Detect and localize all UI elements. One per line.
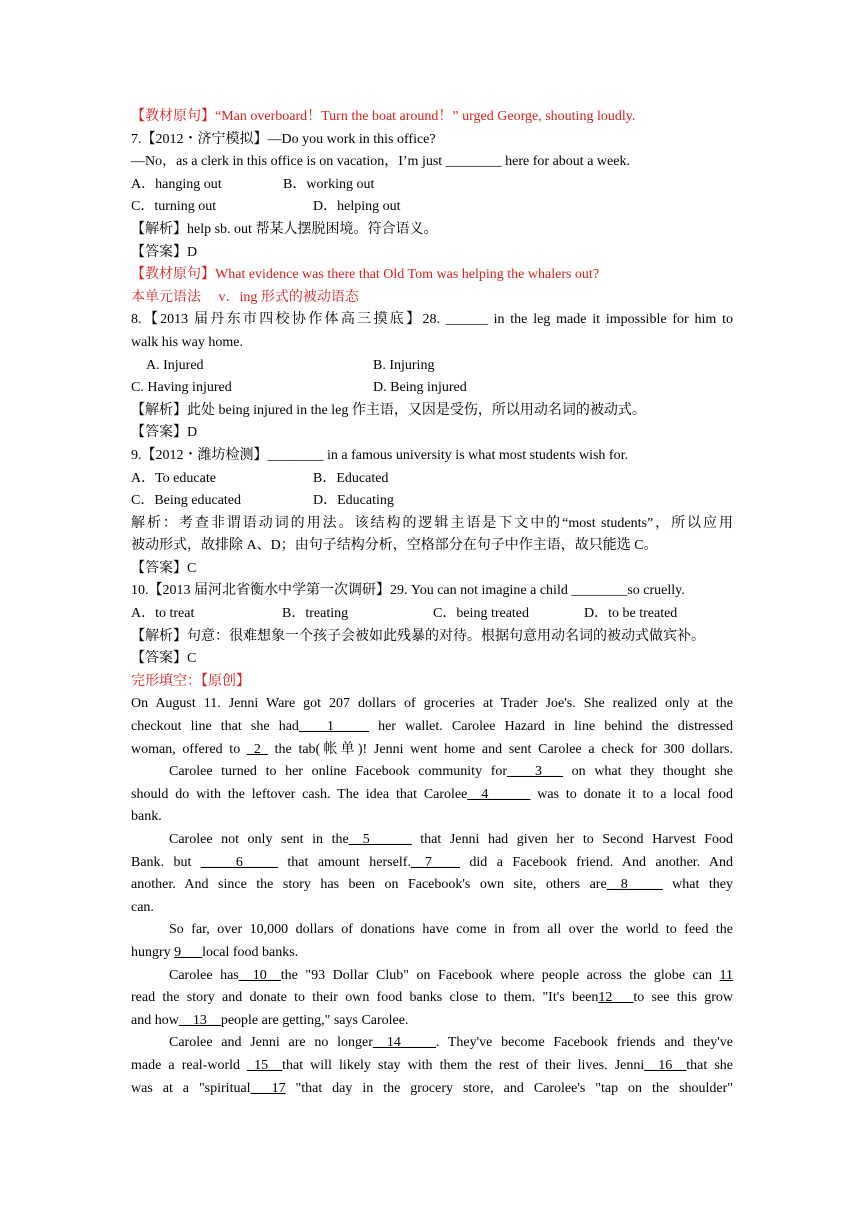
answer-option: C. Having injured bbox=[131, 380, 232, 396]
text-segment: should do with the leftover cash. The idea that Carolee bbox=[131, 786, 468, 802]
answer-option: B. Injuring bbox=[373, 357, 435, 373]
text-segment: 【答案】D bbox=[131, 425, 198, 441]
text-segment: Carolee has bbox=[169, 967, 239, 983]
text-line bbox=[131, 377, 733, 400]
text-line bbox=[131, 151, 733, 174]
blank-number: __10__ bbox=[238, 967, 281, 983]
text-line bbox=[131, 716, 733, 739]
text-line bbox=[131, 535, 733, 558]
text-segment: woman, offered to bbox=[131, 741, 247, 757]
blank-number: __4______ bbox=[467, 786, 531, 802]
text-line bbox=[131, 1010, 733, 1033]
text-segment: made a real-world bbox=[131, 1057, 248, 1073]
text-line bbox=[131, 264, 733, 287]
text-segment: 【解析】help sb. out 帮某人摆脱困境。符合语义。 bbox=[131, 221, 438, 237]
text-line bbox=[131, 942, 733, 965]
text-segment: walk his way home. bbox=[131, 334, 243, 350]
text-segment: and how bbox=[131, 1012, 179, 1028]
text-segment: that will likely stay with them the rest of their lives. Jenni bbox=[282, 1057, 645, 1073]
answer-option: B．treating bbox=[282, 606, 349, 622]
blank-number: ___17 bbox=[250, 1080, 286, 1096]
answer-option: A．hanging out bbox=[131, 176, 222, 192]
text-line bbox=[131, 671, 733, 694]
text-segment: Carolee turned to her online Facebook community for bbox=[169, 764, 508, 780]
blank-number: __16__ bbox=[644, 1057, 687, 1073]
text-line bbox=[131, 761, 733, 784]
text-segment: 【答案】C bbox=[131, 651, 197, 667]
text-segment: 10.【2013 届河北省衡水中学第一次调研】29. You can not imagine a child ________so cruelly. bbox=[131, 583, 685, 599]
text-line bbox=[131, 332, 733, 355]
text-segment: her wallet. Carolee Hazard in line behind the distressed bbox=[368, 719, 733, 735]
text-segment: 【解析】句意：很难想象一个孩子会被如此残暴的对待。根据句意用动名词的被动式做宾补。 bbox=[131, 628, 705, 644]
answer-option: B．Educated bbox=[313, 470, 389, 486]
text-line bbox=[131, 174, 733, 197]
text-segment: 完形填空：【原创】 bbox=[131, 673, 250, 689]
answer-option: A. Injured bbox=[146, 357, 204, 373]
answer-option: D. Being injured bbox=[373, 380, 467, 396]
text-segment: 7.【2012・济宁模拟】—Do you work in this office? bbox=[131, 131, 436, 147]
text-line bbox=[131, 693, 733, 716]
blank-number: _2_ bbox=[246, 741, 268, 757]
text-segment: Bank. but bbox=[131, 854, 201, 870]
text-line bbox=[131, 513, 733, 536]
text-line bbox=[131, 626, 733, 649]
text-segment: was to donate it to a local food bbox=[530, 786, 734, 802]
text-segment: can. bbox=[131, 899, 154, 915]
text-line bbox=[131, 897, 733, 920]
text-line bbox=[131, 400, 733, 423]
text-segment: —No，as a clerk in this office is on vacation，I’m just ________ here for about a week. bbox=[131, 154, 630, 170]
text-segment: 8.【2013 届丹东市四校协作体高三摸底】28. ______ in the leg made it impossible for him to bbox=[131, 312, 733, 328]
blank-number: __7____ bbox=[410, 854, 460, 870]
text-line bbox=[131, 445, 733, 468]
text-line bbox=[131, 422, 733, 445]
text-segment: that she bbox=[686, 1057, 734, 1073]
text-segment: On August 11. Jenni Ware got 207 dollars of groceries at Trader Joe's. She realized only at the bbox=[131, 696, 733, 712]
text-segment: 【教材原句】What evidence was there that Old Tom was helping the whalers out? bbox=[131, 267, 600, 283]
answer-option: C．being treated bbox=[433, 606, 530, 622]
text-segment: Carolee and Jenni are no longer bbox=[169, 1035, 373, 1051]
text-segment: 被动形式，故排除 A、D；由句子结构分析，空格部分在句子中作主语，故只能选 C。 bbox=[131, 538, 658, 554]
text-line bbox=[131, 874, 733, 897]
text-segment: that amount herself. bbox=[277, 854, 411, 870]
text-segment: what they bbox=[662, 877, 733, 893]
text-line bbox=[131, 558, 733, 581]
text-segment: bank. bbox=[131, 809, 162, 825]
answer-option: B．working out bbox=[283, 176, 375, 192]
text-segment: 【解析】此处 being injured in the leg 作主语，又因是受伤，所以用动名词的被动式。 bbox=[131, 402, 646, 418]
text-segment: the "93 Dollar Club" on Facebook where people across the globe can bbox=[280, 967, 720, 983]
text-line bbox=[131, 987, 733, 1010]
text-line bbox=[131, 355, 733, 378]
blank-number: _15__ bbox=[247, 1057, 283, 1073]
text-line bbox=[131, 603, 733, 626]
text-segment: Carolee not only sent in the bbox=[169, 832, 349, 847]
text-segment: that Jenni had given her to Second Harvest Food bbox=[411, 832, 733, 847]
text-segment: to see this grow bbox=[633, 990, 733, 1006]
blank-number: __8_____ bbox=[606, 877, 663, 893]
text-line bbox=[131, 806, 733, 829]
text-segment: local food banks. bbox=[202, 944, 299, 960]
text-segment: people are getting," says Carolee. bbox=[220, 1012, 409, 1028]
text-segment: hungry bbox=[131, 944, 175, 960]
text-segment: the tab(帐单)! Jenni went home and sent Carolee a check for 300 dollars. bbox=[267, 741, 733, 757]
text-line bbox=[131, 1032, 733, 1055]
text-segment: 【教材原句】“Man overboard！Turn the boat around！” urged George, shouting loudly. bbox=[131, 109, 636, 124]
blank-number: 9___ bbox=[174, 944, 203, 960]
blank-number: __13__ bbox=[178, 1012, 221, 1028]
text-segment: 9.【2012・潍坊检测】________ in a famous university is what most students wish for. bbox=[131, 447, 628, 463]
blank-number: _____6_____ bbox=[200, 854, 278, 870]
text-segment: So far, over 10,000 dollars of donations have come in from all over the world to feed the bbox=[169, 922, 733, 938]
text-line bbox=[131, 106, 733, 129]
text-segment: "that day in the grocery store, and Carolee's "tap on the shoulder" bbox=[285, 1080, 733, 1096]
answer-option: D．helping out bbox=[313, 199, 401, 215]
text-line bbox=[131, 287, 733, 310]
answer-option: C．Being educated bbox=[131, 493, 242, 509]
text-line bbox=[131, 490, 733, 513]
text-segment: . They've become Facebook friends and they've bbox=[435, 1035, 734, 1051]
answer-option: D．to be treated bbox=[584, 606, 678, 622]
blank-number: 11 bbox=[719, 967, 733, 983]
text-segment: checkout line that she had bbox=[131, 719, 299, 735]
text-line bbox=[131, 648, 733, 671]
text-segment: was at a "spiritual bbox=[131, 1080, 251, 1096]
text-line bbox=[131, 829, 733, 852]
answer-option: A．to treat bbox=[131, 606, 195, 622]
text-line bbox=[131, 784, 733, 807]
blank-number: __5______ bbox=[348, 832, 412, 847]
answer-option: A．To educate bbox=[131, 470, 216, 486]
text-line bbox=[131, 468, 733, 491]
text-segment: 【答案】D bbox=[131, 244, 198, 260]
text-line bbox=[131, 739, 733, 762]
blank-number: __14_____ bbox=[372, 1035, 436, 1051]
text-line bbox=[131, 219, 733, 242]
answer-option: D．Educating bbox=[313, 493, 394, 509]
text-line bbox=[131, 242, 733, 265]
text-segment: 解析：考查非谓语动词的用法。该结构的逻辑主语是下文中的“most students”，所以应用 bbox=[131, 515, 733, 531]
text-segment: read the story and donate to their own food banks close to them. "It's been bbox=[131, 990, 599, 1006]
text-segment: did a Facebook friend. And another. And bbox=[459, 854, 733, 870]
text-segment: 【答案】C bbox=[131, 560, 197, 576]
text-line bbox=[131, 129, 733, 152]
text-line bbox=[131, 919, 733, 942]
text-line bbox=[131, 196, 733, 219]
blank-number: ____1_____ bbox=[298, 719, 369, 735]
text-segment: on what they thought she bbox=[563, 764, 733, 780]
text-line bbox=[131, 852, 733, 875]
text-line bbox=[131, 1078, 733, 1101]
document-body bbox=[131, 106, 733, 1100]
blank-number: 12___ bbox=[598, 990, 634, 1006]
answer-option: C．turning out bbox=[131, 199, 217, 215]
text-segment: another. And since the story has been on Facebook's own site, others are bbox=[131, 877, 607, 893]
text-segment: 本单元语法 v．ing 形式的被动语态 bbox=[131, 289, 359, 305]
text-line bbox=[131, 580, 733, 603]
blank-number: ____3___ bbox=[507, 764, 564, 780]
text-line bbox=[131, 965, 733, 988]
text-line bbox=[131, 1055, 733, 1078]
text-line bbox=[131, 309, 733, 332]
